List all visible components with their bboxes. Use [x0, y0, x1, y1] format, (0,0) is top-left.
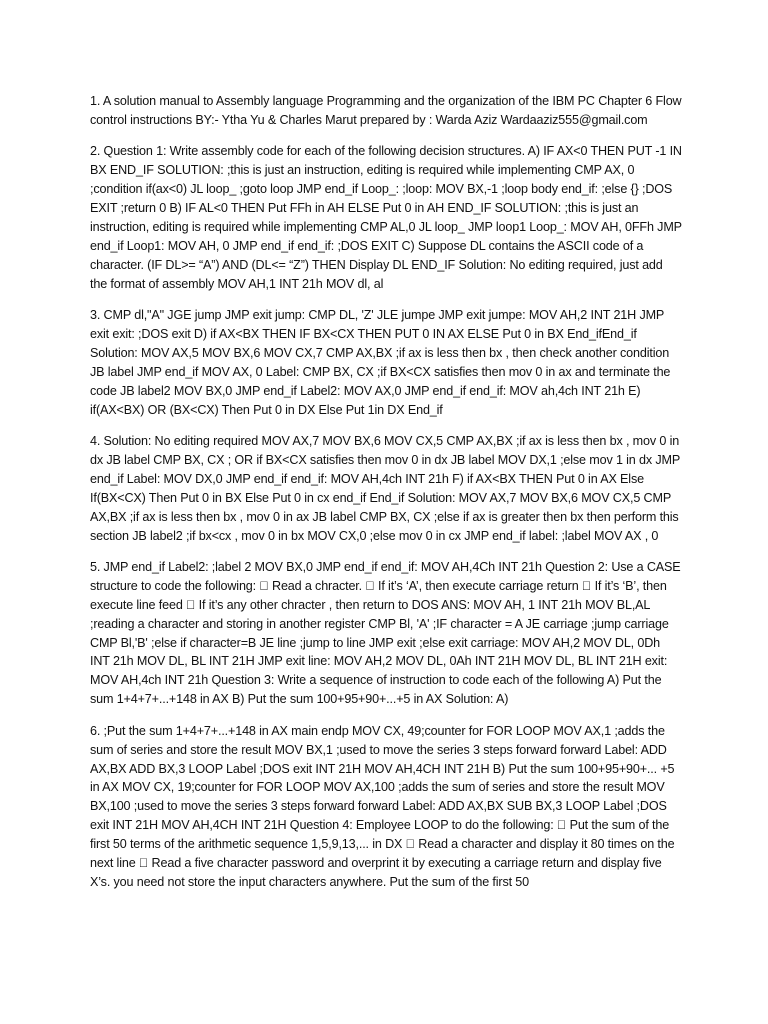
paragraph-2: 2. Question 1: Write assembly code for each of the following decision structures. A) IF AX<0 THEN PUT -1 IN BX END_IF SOLUTION: ;this is just an instruction, editing is required while implementing CMP AX, 0 ;condition if(ax<0) JL loop_ ;goto loop JMP end_if Loop_: ;loop: MOV BX,-1 ;loop body end_if: ;else {} ;DOS EXIT ;return 0 B) IF AL<0 THEN Put FFh in AH ELSE Put 0 in AH END_IF SOLUTION: ;this is just an instruction, editing is required while implementing CMP AL,0 JL loop_ JMP loop1 Loop_: MOV AH, 0FFh JMP end_if Loop1: MOV AH, 0 JMP end_if end_if: ;DOS EXIT C) Suppose DL contains the ASCII code of a character. (IF DL>= “A”) AND (DL<= “Z”) THEN Display DL END_IF Solution: No editing required, just add the format of assembly MOV AH,1 INT 21h MOV dl, al [90, 144, 682, 291]
paragraph-4: 4. Solution: No editing required MOV AX,7 MOV BX,6 MOV CX,5 CMP AX,BX ;if ax is less then bx , mov 0 in dx JB label CMP BX, CX ; OR if BX<CX satisfies then mov 0 in dx JB label MOV DX,1 ;else mov 1 in dx JMP end_if Label: MOV DX,0 JMP end_if end_if: MOV AH,4ch INT 21h F) if AX<BX THEN Put 0 in AX Else If(BX<CX) Then Put 0 in BX Else Put 0 in cx end_if End_if Solution: MOV AX,7 MOV BX,6 MOV CX,5 CMP AX,BX ;if ax is less then bx , mov 0 in ax JB label CMP BX, CX ;else if ax is greater then bx then perform this section JB label2 ;if bx<cx , mov 0 in bx MOV CX,0 ;else mov 0 in cx JMP end_if label: ;label MOV AX , 0 [90, 434, 680, 543]
paragraph-5: 5. JMP end_if Label2: ;label 2 MOV BX,0 JMP end_if end_if: MOV AH,4Ch INT 21h Question 2: Use a CASE structure to code the following: Read a chracter. If it’s ‘A’, then execute carriage return If it’s ‘B’, then execute line feed If it’s any other chracter , then return to DOS ANS: MOV AH, 1 INT 21h MOV BL,AL ;reading a character and storing in another register CMP Bl, 'A' ;IF character = A JE carriage ;jump carriage CMP Bl,'B' ;else if character=B JE line ;jump to line JMP exit ;else exit carriage: MOV AH,2 MOV DL, 0Dh INT 21h MOV DL, BL INT 21H JMP exit line: MOV AH,2 MOV DL, 0Ah INT 21H MOV DL, BL INT 21H exit: MOV AH,4ch INT 21h Question 3: Write a sequence of instruction to code each of the following A) Put the sum 1+4+7+...+148 in AX B) Put the sum 100+95+90+...+5 in AX Solution: A) [90, 559, 681, 707]
paragraph-6: 6. ;Put the sum 1+4+7+...+148 in AX main endp MOV CX, 49;counter for FOR LOOP MOV AX,1 ;adds the sum of series and store the result MOV BX,1 ;used to move the series 3 steps forward forward Label: ADD AX,BX ADD BX,3 LOOP Label ;DOS exit INT 21H MOV AH,4CH INT 21H B) Put the sum 100+95+90+... +5 in AX MOV CX, 19;counter for FOR LOOP MOV AX,100 ;adds the sum of series and store the result MOV BX,100 ;used to move the series 3 steps forward forward Label: ADD AX,BX SUB BX,3 LOOP Label ;DOS exit INT 21H MOV AH,4CH INT 21H Question 4: Employee LOOP to do the following: Put the sum of the first 50 terms of the arithmetic sequence 1,5,9,13,... in DX Read a character and display it 80 times on the next line Read a five character password and overprint it by executing a carriage return and display five X’s. you need not store the input characters anywhere. Put the sum of the first 50 [90, 723, 680, 889]
paragraph-3: 3. CMP dl,"A" JGE jump JMP exit jump: CMP DL, 'Z' JLE jumpe JMP exit jumpe: MOV AH,2 INT 21H JMP exit exit: ;DOS exit D) if AX<BX THEN IF BX<CX THEN PUT 0 IN AX ELSE Put 0 in BX End_ifEnd_if Solution: MOV AX,5 MOV BX,6 MOV CX,7 CMP AX,BX ;if ax is less then bx , then check another condition JB label JMP end_if MOV AX, 0 Label: CMP BX, CX ;if BX<CX satisfies then mov 0 in ax and terminate the code JB label2 MOV BX,0 JMP end_if Label2: MOV AX,0 JMP end_if end_if: MOV ah,4ch INT 21h E) if(AX<BX) OR (BX<CX) Then Put 0 in DX Else Put 1in DX End_if [90, 308, 671, 417]
document-page [90, 92, 682, 904]
paragraph-1: 1. A solution manual to Assembly language Programming and the organization of the IBM PC Chapter 6 Flow control instructions BY:- Ytha Yu & Charles Marut prepared by : Warda Aziz Wardaaziz555@gmail.com [90, 94, 682, 127]
